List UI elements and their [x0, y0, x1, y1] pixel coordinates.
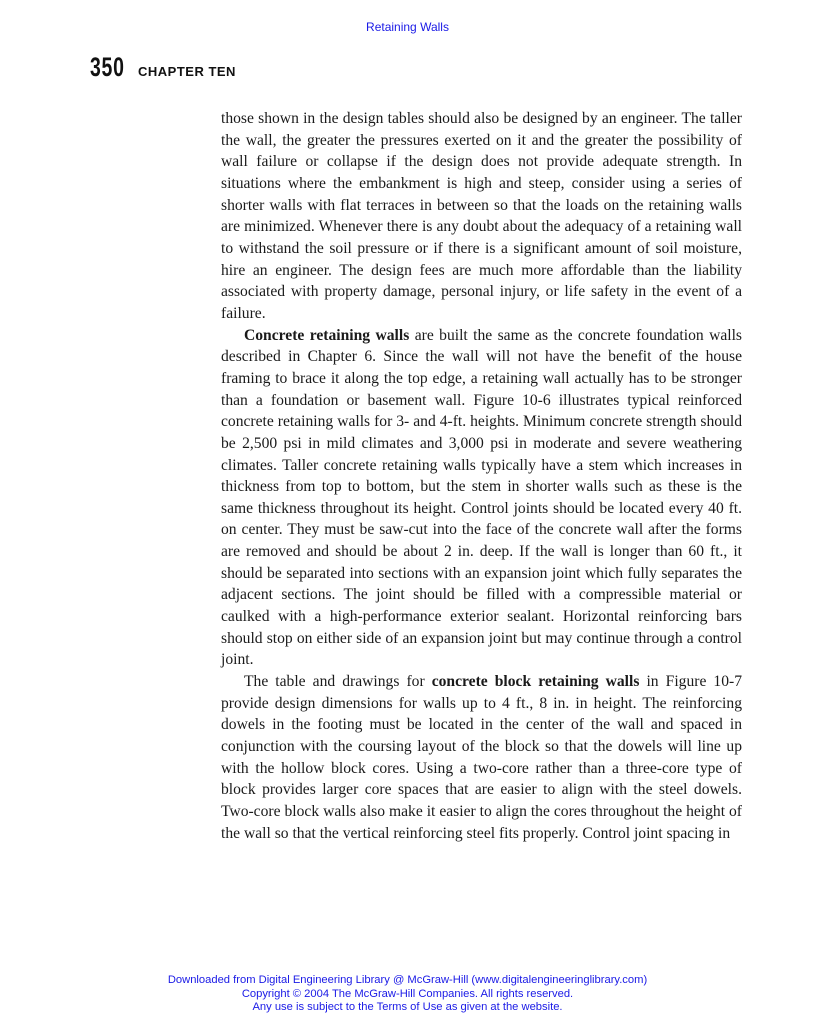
footer-copyright: Copyright © 2004 The McGraw-Hill Companies. All rights reserved.: [241, 987, 574, 1000]
page-number: 350: [90, 52, 125, 82]
paragraph-3: [221, 671, 742, 844]
body-text: [221, 108, 742, 844]
paragraph-2: [221, 325, 742, 672]
chapter-label: CHAPTER TEN: [138, 64, 236, 79]
paragraph-3-lead: The table and drawings for: [244, 673, 432, 691]
paragraph-2-rest: are built the same as the concrete foundation walls described in Chapter 6. Since the wall will not have the benefit of the house framing to brace it along the top edge, a retaining wall actually has to be stronger than a foundation or basement wall. Figure 10-6 illustrates typical reinforced concrete retaining walls for 3- and 4-ft. heights. Minimum concrete strength should be 2,500 psi in mild climates and 3,000 psi in moderate and severe weathering climates. Taller concrete retaining walls typically have a stem which increases in thickness from top to bottom, but the stem in shorter walls such as these is the same thickness throughout its height. Control joints should be located every 40 ft. on center. They must be saw-cut into the face of the concrete wall after the forms are removed and should be about 2 in. deep. If the wall is longer than 60 ft., it should be separated into sections with an expansion joint which fully separates the adjacent sections. The joint should be filled with a compressible material or caulked with a high-performance exterior sealant. Horizontal reinforcing bars should stop on either side of an expansion joint but may continue through a control joint.: [221, 326, 742, 669]
footer: [0, 974, 815, 1015]
paragraph-3-rest: in Figure 10-7 provide design dimensions for walls up to 4 ft., 8 in. in height. The reinforcing dowels in the footing must be located in the center of the wall and spaced in conjunction with the coursing layout of the block so that the dowels will line up with the hollow block cores. Using a two-core rather than a three-core type of block provides larger core spaces that are easier to align with the steel dowels. Two-core block walls also make it easier to align the cores throughout the height of the wall so that the vertical reinforcing steel fits properly. Control joint spacing in: [221, 673, 743, 842]
footer-download-link[interactable]: Downloaded from Digital Engineering Library @ McGraw-Hill (www.digitalengineeringlibrary.com): [167, 974, 648, 986]
paragraph-3-bold-term: concrete block retaining walls: [431, 673, 640, 691]
page-header: [90, 52, 236, 83]
footer-terms[interactable]: Any use is subject to the Terms of Use as given at the website.: [252, 1001, 563, 1013]
paragraph-1: those shown in the design tables should also be designed by an engineer. The taller the wall, the greater the pressures exerted on it and the greater the possibility of wall failure or collapse if the design does not provide adequate strength. In situations where the embankment is high and steep, consider using a series of shorter walls with flat terraces in between so that the loads on the retaining walls are minimized. Whenever there is any doubt about the adequacy of a retaining wall to withstand the soil pressure or if there is a significant amount of soil moisture, hire an engineer. The design fees are much more affordable than the liability associated with property damage, personal injury, or life safety in the event of a failure.: [221, 110, 742, 322]
running-title: Retaining Walls: [366, 20, 449, 34]
paragraph-2-bold-term: Concrete retaining walls: [244, 326, 410, 344]
